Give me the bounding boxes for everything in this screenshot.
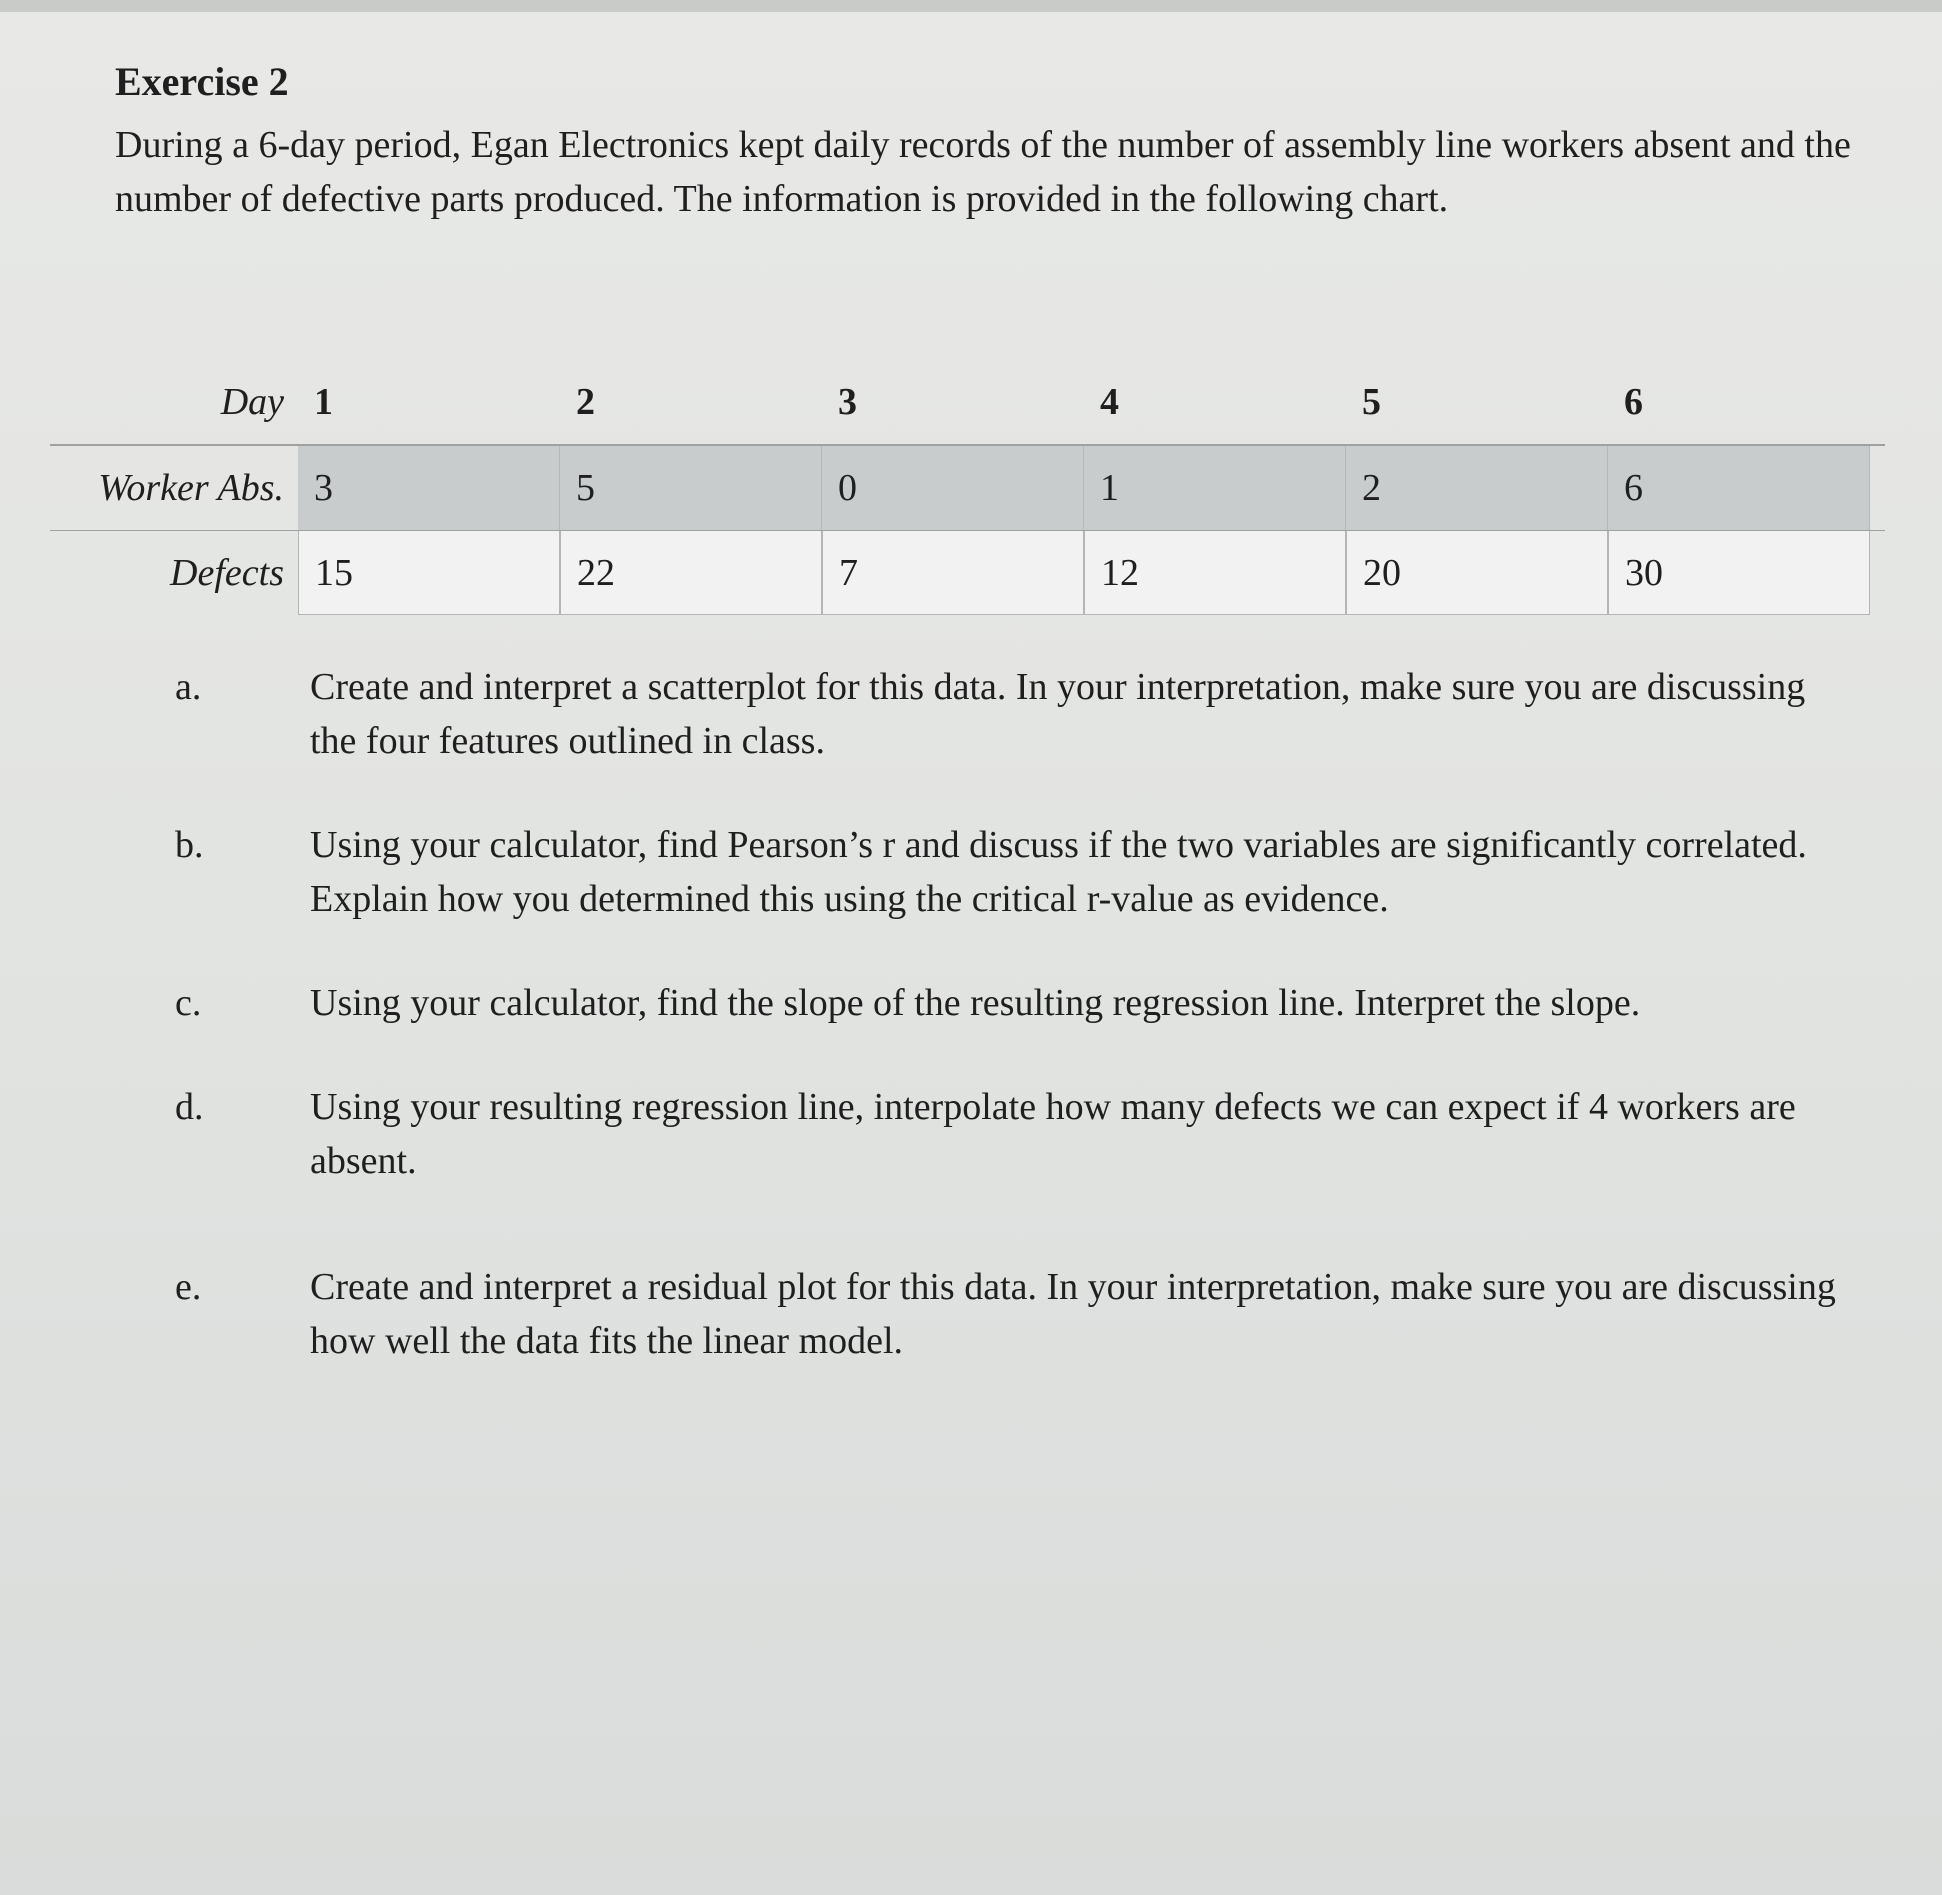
defects-row-label: Defects	[170, 552, 284, 594]
question-item	[175, 976, 1855, 1030]
table-cell-defects: 22	[560, 531, 822, 615]
data-table	[50, 360, 1885, 615]
question-letter: b.	[175, 824, 204, 866]
question-item	[175, 1260, 1855, 1368]
table-cell-defects: 20	[1346, 531, 1608, 615]
day-row-label: Day	[220, 381, 284, 423]
table-cell-day: 6	[1624, 381, 1643, 423]
table-cell-defects: 15	[298, 531, 560, 615]
table-cell-day: 2	[576, 381, 595, 423]
question-letter: a.	[175, 666, 202, 708]
table-cell-absences: 2	[1346, 446, 1608, 530]
table-row-defects	[50, 531, 1885, 615]
question-item	[175, 818, 1855, 926]
absences-row-label: Worker Abs.	[98, 467, 284, 509]
question-list	[175, 660, 1855, 1418]
question-text: Using your calculator, find Pearson’s r and discuss if the two variables are significantly correlated. Explain how you determined this using the critical r-value as evidence.	[310, 824, 1807, 920]
question-text: Create and interpret a scatterplot for this data. In your interpretation, make sure you are discussing the four features outlined in class.	[310, 666, 1806, 762]
question-text: Create and interpret a residual plot for this data. In your interpretation, make sure you are discussing how well the data fits the linear model.	[310, 1266, 1836, 1362]
question-text: Using your resulting regression line, interpolate how many defects we can expect if 4 workers are absent.	[310, 1086, 1796, 1182]
table-cell-absences: 1	[1084, 446, 1346, 530]
table-cell-absences: 5	[560, 446, 822, 530]
top-edge	[0, 0, 1942, 12]
exercise-intro: During a 6-day period, Egan Electronics kept daily records of the number of assembly line workers absent and the number of defective parts produced. The information is provided in the following chart.	[115, 124, 1851, 220]
table-header-row	[50, 360, 1885, 446]
question-item	[175, 660, 1855, 768]
table-cell-day: 5	[1362, 381, 1381, 423]
table-cell-defects: 30	[1608, 531, 1870, 615]
table-cell-defects: 7	[822, 531, 1084, 615]
table-cell-day: 4	[1100, 381, 1119, 423]
table-cell-day: 1	[314, 381, 333, 423]
table-cell-defects: 12	[1084, 531, 1346, 615]
table-row-absences	[50, 446, 1885, 531]
table-cell-absences: 3	[298, 446, 560, 530]
question-text: Using your calculator, find the slope of the resulting regression line. Interpret the slope.	[310, 982, 1641, 1024]
question-letter: c.	[175, 982, 202, 1024]
question-item	[175, 1080, 1855, 1188]
question-letter: e.	[175, 1266, 202, 1308]
table-cell-absences: 0	[822, 446, 1084, 530]
exercise-title: Exercise 2	[115, 59, 289, 104]
table-cell-absences: 6	[1608, 446, 1870, 530]
question-letter: d.	[175, 1086, 204, 1128]
table-cell-day: 3	[838, 381, 857, 423]
